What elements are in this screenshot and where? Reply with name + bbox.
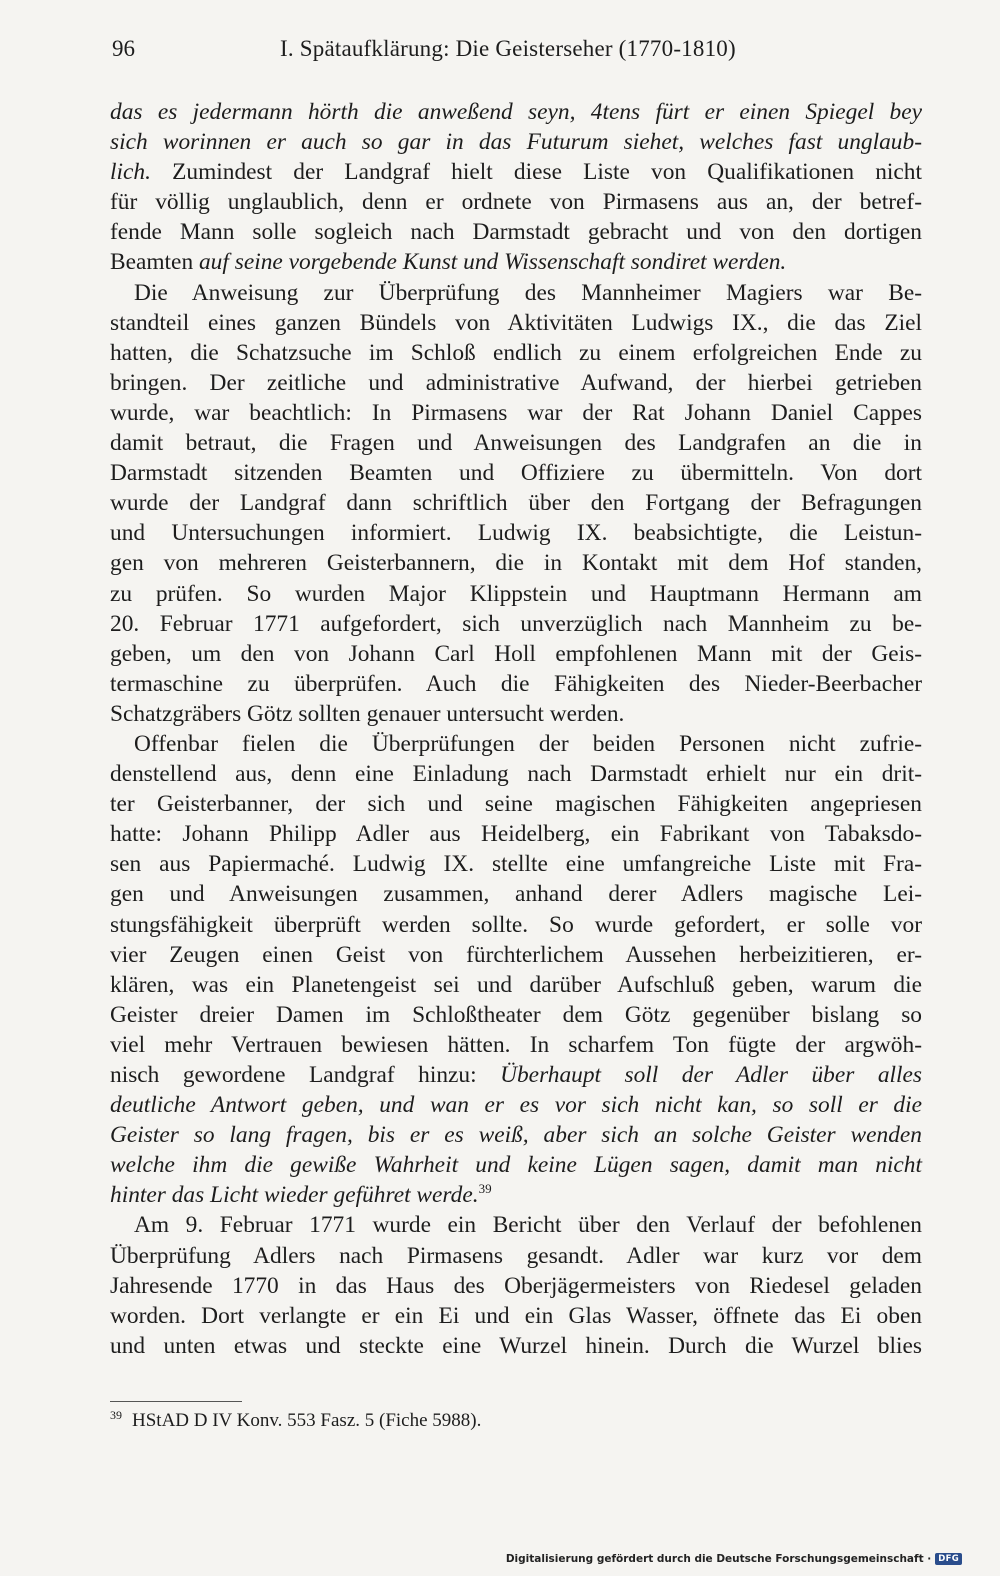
running-title: I. Spätaufklärung: Die Geisterseher (1770-1810) <box>280 36 736 61</box>
text-line <box>110 458 922 488</box>
text-run: hatten, die Schatzsuche im Schloß endlich zu einem erfolgreichen Ende zu <box>110 339 922 366</box>
text-run: 20. Februar 1771 aufgefordert, sich unverzüglich nach Mannheim zu be- <box>110 610 922 637</box>
text-run: stungsfähigkeit überprüft werden sollte. So wurde gefordert, er solle vor <box>110 911 922 938</box>
text-run: Schatzgräbers Götz sollten genauer untersucht werden. <box>110 700 625 727</box>
text-line <box>110 338 922 368</box>
footnote-text: HStAD D IV Konv. 553 Fasz. 5 (Fiche 5988). <box>132 1410 482 1431</box>
text-line <box>110 187 922 217</box>
text-line <box>110 368 922 398</box>
text-line <box>110 879 922 909</box>
italic-quote: auf seine vorgebende Kunst und Wissenschaft sondiret werden. <box>198 249 787 276</box>
text-run: und unten etwas und steckte eine Wurzel hinein. Durch die Wurzel blies <box>110 1332 922 1359</box>
text-run: wurde der Landgraf dann schriftlich über den Fortgang der Befragungen <box>110 490 922 517</box>
italic-quote: welche ihm die gewiße Wahrheit und keine Lügen sagen, damit man nicht <box>110 1152 922 1179</box>
text-line <box>110 278 922 308</box>
text-line <box>110 759 922 789</box>
footnote-divider <box>110 1401 242 1402</box>
text-run: standteil eines ganzen Bündels von Aktivitäten Ludwigs IX., die das Ziel <box>110 309 922 336</box>
text-line <box>110 1000 922 1030</box>
text-line <box>110 970 922 1000</box>
text-run: wurde, war beachtlich: In Pirmasens war der Rat Johann Daniel Cappes <box>110 399 922 426</box>
text-line <box>110 518 922 548</box>
text-run: Zumindest der Landgraf hielt diese Liste von Qualifikationen nicht <box>150 159 922 186</box>
text-line <box>110 308 922 338</box>
text-line <box>110 217 922 247</box>
footnote-ref: 39 <box>478 1181 492 1197</box>
text-run: fende Mann solle sogleich nach Darmstadt gebracht und von den dortigen <box>110 219 922 246</box>
text-line <box>110 1301 922 1331</box>
text-line <box>110 639 922 669</box>
text-line <box>110 398 922 428</box>
text-line <box>110 1060 922 1090</box>
body-text <box>110 97 922 1361</box>
text-run: gen von mehreren Geisterbannern, die in Kontakt mit dem Hof standen, <box>110 550 922 577</box>
text-run: Am 9. Februar 1771 wurde ein Bericht über den Verlauf der befohlenen <box>134 1212 922 1239</box>
text-line <box>110 910 922 940</box>
text-line <box>110 157 922 187</box>
text-run: worden. Dort verlangte er ein Ei und ein Glas Wasser, öffnete das Ei oben <box>110 1302 922 1329</box>
text-run: hatte: Johann Philipp Adler aus Heidelberg, ein Fabrikant von Tabaksdo- <box>110 821 922 848</box>
text-line <box>110 247 922 277</box>
text-run: nisch gewordene Landgraf hinzu: <box>110 1062 501 1088</box>
text-run: denstellend aus, denn eine Einladung nach Darmstadt erhielt nur ein drit- <box>110 761 922 788</box>
text-line <box>110 488 922 518</box>
text-line <box>110 1241 922 1271</box>
text-line <box>110 699 922 729</box>
text-line <box>110 1120 922 1150</box>
italic-quote: Geister so lang fragen, bis er es weiß, aber sich an solche Geister wenden <box>110 1122 922 1149</box>
credit-text: Digitalisierung gefördert durch die Deutsche Forschungsgemeinschaft · <box>505 1553 932 1565</box>
text-line <box>110 1150 922 1180</box>
text-run: klären, was ein Planetengeist sei und darüber Aufschluß geben, warum die <box>110 971 922 998</box>
text-run: für völlig unglaublich, denn er ordnete von Pirmasens aus an, der betref- <box>110 189 922 216</box>
text-line <box>110 789 922 819</box>
italic-quote: sich worinnen er auch so gar in das Futurum siehet, welches fast unglaub- <box>110 129 922 156</box>
text-run: vier Zeugen einen Geist von fürchterlichem Aussehen herbeizitieren, er- <box>110 941 922 968</box>
text-run: Überprüfung Adlers nach Pirmasens gesandt. Adler war kurz vor dem <box>110 1242 922 1269</box>
text-run: und Untersuchungen informiert. Ludwig IX. beabsichtigte, die Leistun- <box>110 520 922 547</box>
page-number: 96 <box>112 36 135 61</box>
text-line <box>110 127 922 157</box>
italic-quote: Überhaupt soll der Adler über alles <box>500 1062 922 1088</box>
text-line <box>110 609 922 639</box>
dfg-logo: DFG <box>935 1553 962 1565</box>
text-run: bringen. Der zeitliche und administrative Aufwand, der hierbei getrieben <box>110 369 922 396</box>
text-line <box>110 428 922 458</box>
text-line <box>110 1271 922 1301</box>
text-run: ter Geisterbanner, der sich und seine magischen Fähigkeiten angepriesen <box>110 791 922 818</box>
text-run: geben, um den von Johann Carl Holl empfohlenen Mann mit der Geis- <box>110 640 922 667</box>
page-header <box>110 36 930 68</box>
text-line <box>110 729 922 759</box>
text-line <box>110 669 922 699</box>
text-run: zu prüfen. So wurden Major Klippstein und Hauptmann Hermann am <box>110 580 922 607</box>
text-run: Geister dreier Damen im Schloßtheater dem Götz gegenüber bislang so <box>110 1001 922 1028</box>
text-line <box>110 1331 922 1361</box>
text-run: viel mehr Vertrauen bewiesen hätten. In scharfem Ton fügte der argwöh- <box>110 1031 922 1058</box>
italic-quote: hinter das Licht wieder geführet werde. <box>110 1182 479 1209</box>
text-run: gen und Anweisungen zusammen, anhand derer Adlers magische Lei- <box>110 881 922 908</box>
text-line <box>110 1030 922 1060</box>
text-run: termaschine zu überprüfen. Auch die Fähigkeiten des Nieder-Beerbacher <box>110 670 922 697</box>
text-line <box>110 1090 922 1120</box>
text-line <box>110 579 922 609</box>
text-run: Offenbar fielen die Überprüfungen der beiden Personen nicht zufrie- <box>134 730 922 757</box>
text-line <box>110 1210 922 1240</box>
text-run: Jahresende 1770 in das Haus des Oberjägermeisters von Riedesel geladen <box>110 1272 922 1299</box>
italic-quote: lich. <box>110 159 151 186</box>
text-run: sen aus Papiermaché. Ludwig IX. stellte eine umfangreiche Liste mit Fra- <box>110 851 922 878</box>
text-line <box>110 849 922 879</box>
text-run: Die Anweisung zur Überprüfung des Mannheimer Magiers war Be- <box>134 279 922 306</box>
text-line <box>110 548 922 578</box>
text-line <box>110 819 922 849</box>
text-line <box>110 940 922 970</box>
text-run: damit betraut, die Fragen und Anweisungen des Landgrafen an die in <box>110 430 922 457</box>
digitization-credit <box>506 1553 962 1565</box>
italic-quote: das es jedermann hörth die anweßend seyn, 4tens fürt er einen Spiegel bey <box>110 99 922 125</box>
text-line <box>110 1180 922 1210</box>
text-line <box>110 97 922 127</box>
italic-quote: deutliche Antwort geben, und wan er es vor sich nicht kan, so soll er die <box>110 1092 922 1119</box>
text-run: Beamten <box>110 249 199 276</box>
text-run: Darmstadt sitzenden Beamten und Offiziere zu übermitteln. Von dort <box>110 460 922 487</box>
footnote <box>110 1410 481 1432</box>
footnote-number: 39 <box>110 1408 122 1422</box>
